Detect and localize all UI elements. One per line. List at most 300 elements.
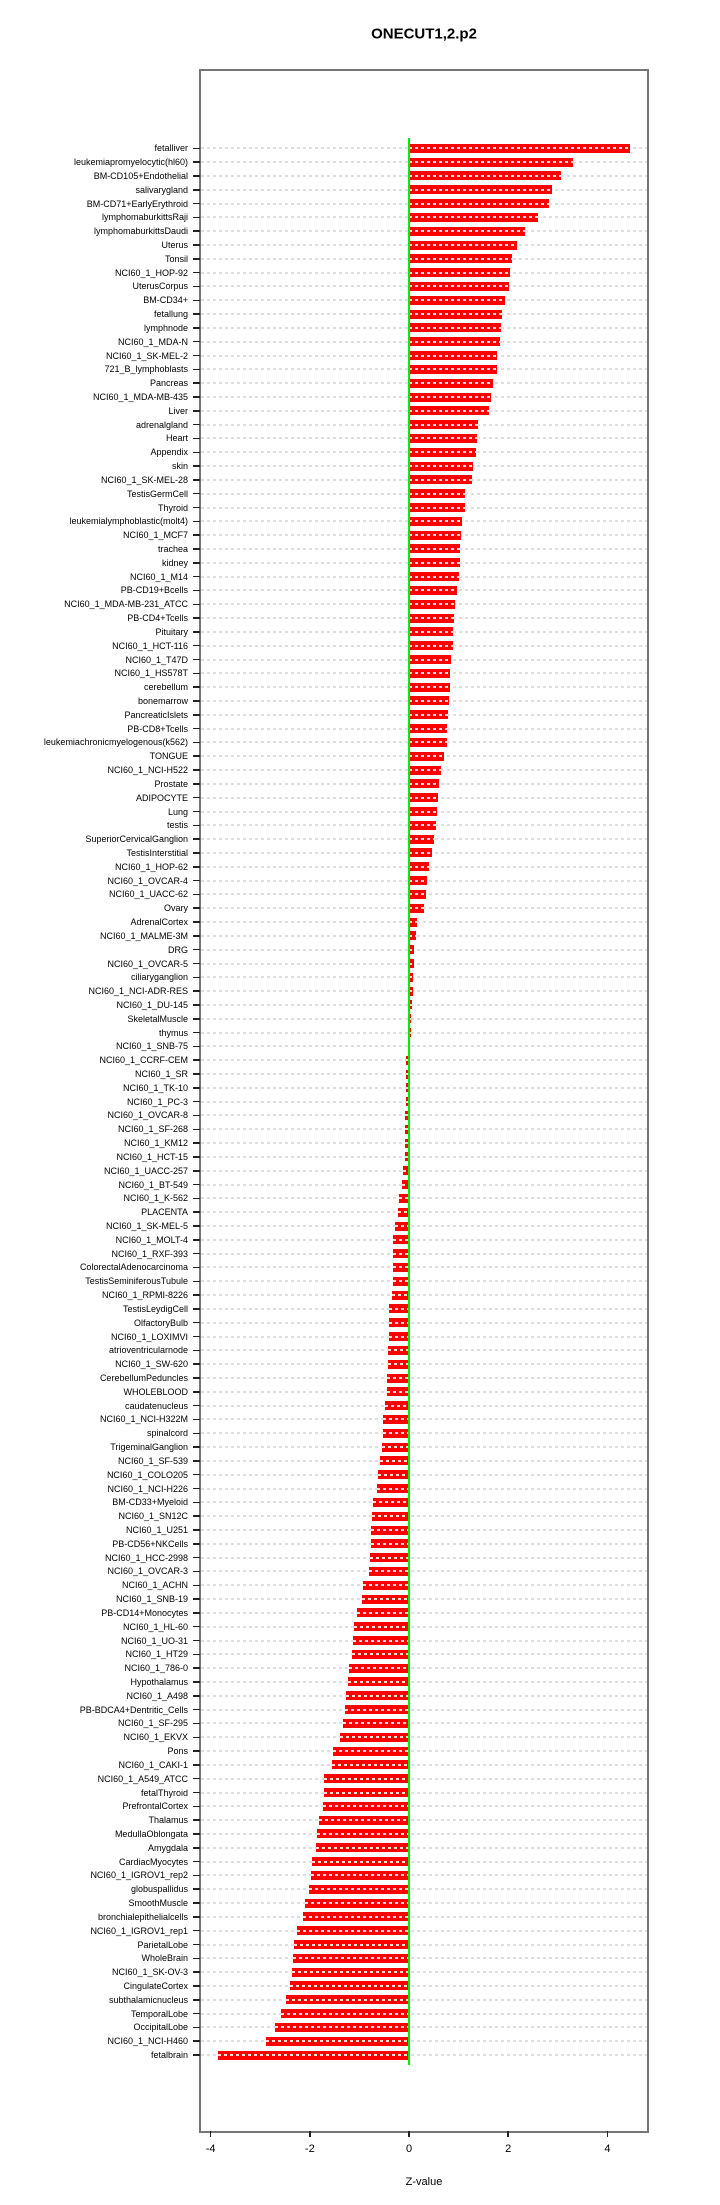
row-label: NCI60_1_CCRF-CEM bbox=[99, 1055, 188, 1066]
row-label: Tonsil bbox=[164, 253, 188, 264]
bar bbox=[409, 586, 457, 595]
y-tick bbox=[193, 963, 200, 965]
row-label: bonemarrow bbox=[137, 695, 188, 706]
y-tick bbox=[193, 313, 200, 315]
bar-grid-overlay bbox=[303, 1916, 409, 1918]
bar-grid-overlay bbox=[370, 1557, 409, 1559]
bar bbox=[377, 1484, 409, 1493]
row-label: ciliaryganglion bbox=[130, 972, 188, 983]
bar bbox=[387, 1387, 409, 1396]
y-tick bbox=[193, 1446, 200, 1448]
bar bbox=[393, 1277, 409, 1286]
row-label: PrefrontalCortex bbox=[122, 1801, 188, 1812]
gridline bbox=[201, 1874, 647, 1876]
gridline bbox=[201, 1322, 647, 1324]
row-label: caudatenucleus bbox=[124, 1400, 188, 1411]
y-tick bbox=[193, 1958, 200, 1960]
row-label: Thalamus bbox=[148, 1815, 188, 1826]
gridline bbox=[201, 1515, 647, 1517]
gridline bbox=[201, 1861, 647, 1863]
y-tick bbox=[193, 990, 200, 992]
y-tick bbox=[193, 742, 200, 744]
bar bbox=[409, 310, 502, 319]
gridline bbox=[201, 1529, 647, 1531]
bar-grid-overlay bbox=[393, 1266, 409, 1268]
y-tick bbox=[193, 1971, 200, 1973]
row-label: Hypothalamus bbox=[130, 1676, 188, 1687]
bar-grid-overlay bbox=[409, 147, 630, 149]
bar bbox=[409, 655, 451, 664]
bar-grid-overlay bbox=[409, 382, 493, 384]
row-label: NCI60_1_RPMI-8226 bbox=[101, 1290, 188, 1301]
bar-grid-overlay bbox=[409, 203, 549, 205]
bar bbox=[312, 1857, 409, 1866]
y-tick bbox=[193, 1281, 200, 1283]
bar-grid-overlay bbox=[409, 285, 509, 287]
gridline bbox=[201, 921, 647, 923]
bar-grid-overlay bbox=[385, 1405, 409, 1407]
bar-grid-overlay bbox=[323, 1805, 409, 1807]
row-label: cerebellum bbox=[143, 682, 188, 693]
bar bbox=[409, 517, 462, 526]
bar-grid-overlay bbox=[409, 244, 517, 246]
bar bbox=[409, 724, 447, 733]
bar bbox=[409, 448, 476, 457]
bar-grid-overlay bbox=[345, 1709, 409, 1711]
y-tick bbox=[193, 1059, 200, 1061]
y-tick bbox=[193, 894, 200, 896]
y-tick bbox=[193, 493, 200, 495]
bar-grid-overlay bbox=[388, 1349, 409, 1351]
row-label: NCI60_1_A549_ATCC bbox=[97, 1773, 188, 1784]
bar bbox=[409, 848, 432, 857]
gridline bbox=[201, 1957, 647, 1959]
y-tick bbox=[193, 1184, 200, 1186]
bar-grid-overlay bbox=[409, 935, 416, 937]
bar bbox=[290, 1981, 409, 1990]
bar bbox=[393, 1249, 409, 1258]
gridline bbox=[201, 1584, 647, 1586]
bar bbox=[297, 1926, 409, 1935]
bar-grid-overlay bbox=[409, 921, 417, 923]
y-tick bbox=[193, 852, 200, 854]
bar-grid-overlay bbox=[409, 838, 434, 840]
gridline bbox=[201, 1640, 647, 1642]
bar bbox=[409, 420, 478, 429]
bar bbox=[409, 558, 460, 567]
y-tick bbox=[193, 700, 200, 702]
y-tick bbox=[193, 148, 200, 150]
y-tick bbox=[193, 1502, 200, 1504]
bar-grid-overlay bbox=[409, 479, 472, 481]
gridline bbox=[201, 1405, 647, 1407]
gridline bbox=[201, 1211, 647, 1213]
bar-grid-overlay bbox=[409, 672, 450, 674]
bar bbox=[332, 1760, 409, 1769]
gridline bbox=[201, 990, 647, 992]
bar bbox=[409, 379, 493, 388]
row-label: 721_B_lymphoblasts bbox=[104, 364, 188, 375]
gridline bbox=[201, 1764, 647, 1766]
bar-grid-overlay bbox=[409, 230, 525, 232]
bar bbox=[292, 1968, 409, 1977]
row-label: bronchialepithelialcells bbox=[97, 1911, 188, 1922]
bar-grid-overlay bbox=[281, 2013, 409, 2015]
gridline bbox=[201, 1045, 647, 1047]
row-label: WHOLEBLOOD bbox=[123, 1386, 188, 1397]
gridline bbox=[201, 949, 647, 951]
bar-grid-overlay bbox=[393, 1280, 409, 1282]
y-tick bbox=[193, 1018, 200, 1020]
y-tick bbox=[193, 189, 200, 191]
bar bbox=[293, 1954, 409, 1963]
bar bbox=[409, 434, 477, 443]
y-tick bbox=[193, 1322, 200, 1324]
bar bbox=[389, 1332, 409, 1341]
y-tick bbox=[193, 1888, 200, 1890]
row-label: fetalThyroid bbox=[140, 1787, 188, 1798]
bar bbox=[409, 918, 417, 927]
gridline bbox=[201, 963, 647, 965]
bar-grid-overlay bbox=[319, 1819, 409, 1821]
y-tick bbox=[193, 521, 200, 523]
bar-grid-overlay bbox=[409, 507, 465, 509]
bar bbox=[409, 241, 517, 250]
y-tick bbox=[193, 1778, 200, 1780]
gridline bbox=[201, 1570, 647, 1572]
y-tick bbox=[193, 1764, 200, 1766]
y-tick bbox=[193, 1640, 200, 1642]
bar-grid-overlay bbox=[409, 659, 451, 661]
gridline bbox=[201, 1819, 647, 1821]
bar bbox=[409, 544, 460, 553]
row-label: TONGUE bbox=[149, 751, 188, 762]
row-label: ParietalLobe bbox=[137, 1939, 188, 1950]
bar-grid-overlay bbox=[332, 1764, 409, 1766]
bar bbox=[409, 931, 416, 940]
row-label: DRG bbox=[168, 944, 188, 955]
row-label: NCI60_1_BT-549 bbox=[118, 1179, 188, 1190]
gridline bbox=[201, 1336, 647, 1338]
y-tick bbox=[193, 1142, 200, 1144]
bar bbox=[409, 876, 427, 885]
x-tick bbox=[210, 2131, 212, 2137]
y-tick bbox=[193, 2013, 200, 2015]
y-tick bbox=[193, 161, 200, 163]
bar bbox=[281, 2009, 409, 2018]
row-label: fetalliver bbox=[154, 143, 188, 154]
bar-grid-overlay bbox=[409, 313, 502, 315]
row-label: TestisGermCell bbox=[126, 488, 188, 499]
bar bbox=[266, 2037, 409, 2046]
row-label: NCI60_1_OVCAR-8 bbox=[107, 1110, 188, 1121]
row-label: lymphnode bbox=[143, 322, 188, 333]
y-tick bbox=[193, 797, 200, 799]
x-tick bbox=[507, 2131, 509, 2137]
bar bbox=[346, 1691, 409, 1700]
y-tick bbox=[193, 548, 200, 550]
bar bbox=[409, 835, 434, 844]
gridline bbox=[201, 1474, 647, 1476]
row-label: PB-CD56+NKCells bbox=[112, 1538, 188, 1549]
y-tick bbox=[193, 438, 200, 440]
row-label: Appendix bbox=[150, 447, 188, 458]
bar-grid-overlay bbox=[409, 548, 460, 550]
bar bbox=[345, 1705, 409, 1714]
y-tick bbox=[193, 617, 200, 619]
gridline bbox=[201, 1197, 647, 1199]
y-tick bbox=[193, 1308, 200, 1310]
bar-grid-overlay bbox=[346, 1695, 409, 1697]
row-label: PB-CD14+Monocytes bbox=[101, 1607, 188, 1618]
row-label: UterusCorpus bbox=[132, 281, 188, 292]
x-tick bbox=[607, 2131, 609, 2137]
bar-grid-overlay bbox=[395, 1225, 409, 1227]
gridline bbox=[201, 1225, 647, 1227]
gridline bbox=[201, 1377, 647, 1379]
gridline bbox=[201, 1557, 647, 1559]
row-label: NCI60_1_OVCAR-3 bbox=[107, 1566, 188, 1577]
y-tick bbox=[193, 1930, 200, 1932]
bar bbox=[409, 158, 573, 167]
gridline bbox=[201, 1460, 647, 1462]
bar-grid-overlay bbox=[388, 1363, 409, 1365]
gridline bbox=[201, 907, 647, 909]
bar bbox=[378, 1470, 409, 1479]
y-tick bbox=[193, 424, 200, 426]
gridline bbox=[201, 1184, 647, 1186]
y-tick bbox=[193, 1350, 200, 1352]
y-tick bbox=[193, 1156, 200, 1158]
row-label: NCI60_1_HOP-62 bbox=[114, 861, 188, 872]
x-tick-label: -2 bbox=[304, 2143, 315, 2155]
bar-grid-overlay bbox=[392, 1294, 409, 1296]
y-tick bbox=[193, 645, 200, 647]
y-tick bbox=[193, 1336, 200, 1338]
gridline bbox=[201, 1018, 647, 1020]
bar-grid-overlay bbox=[275, 2026, 409, 2028]
bar bbox=[357, 1608, 409, 1617]
bar bbox=[371, 1526, 409, 1535]
bar-grid-overlay bbox=[409, 907, 424, 909]
gridline bbox=[201, 1391, 647, 1393]
y-tick bbox=[193, 977, 200, 979]
bar-grid-overlay bbox=[292, 1971, 409, 1973]
bar-grid-overlay bbox=[409, 437, 477, 439]
bar-grid-overlay bbox=[409, 728, 447, 730]
y-tick bbox=[193, 949, 200, 951]
bar bbox=[348, 1677, 409, 1686]
row-label: lymphomaburkittsDaudi bbox=[93, 226, 188, 237]
bar-grid-overlay bbox=[409, 783, 439, 785]
y-tick bbox=[193, 1667, 200, 1669]
y-tick bbox=[193, 230, 200, 232]
bar-grid-overlay bbox=[373, 1501, 409, 1503]
gridline bbox=[201, 1253, 647, 1255]
row-label: NCI60_1_MOLT-4 bbox=[115, 1234, 188, 1245]
gridline bbox=[201, 1902, 647, 1904]
row-label: CerebellumPeduncles bbox=[99, 1373, 188, 1383]
bar bbox=[409, 807, 437, 816]
bar bbox=[409, 669, 450, 678]
row-label: NCI60_1_A498 bbox=[126, 1690, 188, 1701]
row-label: thymus bbox=[158, 1027, 188, 1038]
bar-grid-overlay bbox=[357, 1612, 409, 1614]
bar-grid-overlay bbox=[409, 410, 489, 412]
gridline bbox=[201, 1888, 647, 1890]
bar bbox=[382, 1443, 409, 1452]
y-tick bbox=[193, 1004, 200, 1006]
bar-grid-overlay bbox=[409, 589, 457, 591]
gridline bbox=[201, 1985, 647, 1987]
y-tick bbox=[193, 1847, 200, 1849]
y-tick bbox=[193, 866, 200, 868]
bar-grid-overlay bbox=[372, 1515, 409, 1517]
row-label: NCI60_1_ACHN bbox=[121, 1580, 188, 1591]
bar bbox=[311, 1871, 409, 1880]
y-tick bbox=[193, 907, 200, 909]
row-label: NCI60_1_KM12 bbox=[123, 1138, 188, 1149]
bar bbox=[409, 627, 453, 636]
y-tick bbox=[193, 1433, 200, 1435]
y-tick bbox=[193, 1709, 200, 1711]
row-label: kidney bbox=[161, 557, 188, 568]
y-tick bbox=[193, 1391, 200, 1393]
bar-grid-overlay bbox=[369, 1570, 409, 1572]
bar-grid-overlay bbox=[286, 1999, 409, 2001]
bar-grid-overlay bbox=[409, 175, 561, 177]
bar-grid-overlay bbox=[409, 645, 453, 647]
bar bbox=[323, 1802, 409, 1811]
bar-grid-overlay bbox=[409, 852, 432, 854]
bar bbox=[409, 890, 426, 899]
bar-grid-overlay bbox=[409, 893, 426, 895]
y-tick bbox=[193, 811, 200, 813]
y-tick bbox=[193, 300, 200, 302]
bar bbox=[354, 1622, 409, 1631]
row-label: NCI60_1_UACC-257 bbox=[103, 1165, 188, 1176]
gridline bbox=[201, 1792, 647, 1794]
bar-grid-overlay bbox=[371, 1543, 409, 1545]
row-label: NCI60_1_IGROV1_rep2 bbox=[90, 1870, 188, 1881]
bar bbox=[389, 1318, 409, 1327]
bar bbox=[383, 1415, 409, 1424]
bar-grid-overlay bbox=[393, 1239, 409, 1241]
y-tick bbox=[193, 244, 200, 246]
y-tick bbox=[193, 1267, 200, 1269]
y-tick bbox=[193, 1087, 200, 1089]
gridline bbox=[201, 1446, 647, 1448]
x-axis-title: Z-value bbox=[405, 2176, 443, 2188]
row-label: Pituitary bbox=[155, 626, 188, 637]
bar-grid-overlay bbox=[409, 258, 512, 260]
y-tick bbox=[193, 1515, 200, 1517]
bar-grid-overlay bbox=[266, 2040, 409, 2042]
y-tick bbox=[193, 1875, 200, 1877]
bar-grid-overlay bbox=[324, 1792, 409, 1794]
y-tick bbox=[193, 382, 200, 384]
row-label: NCI60_1_MALME-3M bbox=[99, 930, 188, 941]
bar-grid-overlay bbox=[317, 1833, 409, 1835]
row-label: NCI60_1_HCC-2998 bbox=[104, 1552, 188, 1563]
y-tick bbox=[193, 1819, 200, 1821]
y-tick bbox=[193, 686, 200, 688]
y-tick bbox=[193, 369, 200, 371]
y-tick bbox=[193, 825, 200, 827]
row-label: testis bbox=[166, 820, 188, 831]
gridline bbox=[201, 1805, 647, 1807]
chart-title: ONECUT1,2.p2 bbox=[371, 25, 477, 43]
y-tick bbox=[193, 1557, 200, 1559]
y-tick bbox=[193, 714, 200, 716]
bar-grid-overlay bbox=[409, 866, 429, 868]
row-label: NCI60_1_NCI-ADR-RES bbox=[88, 986, 188, 997]
bar bbox=[319, 1816, 409, 1825]
row-label: NCI60_1_IGROV1_rep1 bbox=[90, 1925, 188, 1936]
bar bbox=[409, 462, 473, 471]
y-tick bbox=[193, 755, 200, 757]
gridline bbox=[201, 1266, 647, 1268]
row-label: leukemialymphoblastic(molt4) bbox=[69, 516, 188, 527]
row-label: NCI60_1_SK-MEL-2 bbox=[105, 350, 188, 361]
row-label: Liver bbox=[168, 405, 188, 416]
bar bbox=[370, 1553, 409, 1562]
bar-grid-overlay bbox=[409, 493, 465, 495]
y-tick bbox=[193, 175, 200, 177]
bar bbox=[409, 489, 465, 498]
row-label: OccipitalLobe bbox=[133, 2022, 188, 2033]
gridline bbox=[201, 1239, 647, 1241]
y-tick bbox=[193, 1170, 200, 1172]
row-label: NCI60_1_M14 bbox=[129, 571, 188, 582]
bar-grid-overlay bbox=[380, 1460, 409, 1462]
y-tick bbox=[193, 327, 200, 329]
y-tick bbox=[193, 1585, 200, 1587]
bar bbox=[409, 614, 454, 623]
row-label: MedullaOblongata bbox=[114, 1828, 188, 1839]
bar-grid-overlay bbox=[333, 1750, 409, 1752]
bar-grid-overlay bbox=[409, 161, 573, 163]
y-tick bbox=[193, 217, 200, 219]
y-tick bbox=[193, 1833, 200, 1835]
y-tick bbox=[193, 272, 200, 274]
gridline bbox=[201, 1667, 647, 1669]
y-tick bbox=[193, 1806, 200, 1808]
gridline bbox=[201, 1363, 647, 1365]
bar bbox=[380, 1456, 409, 1465]
y-tick bbox=[193, 1405, 200, 1407]
row-label: NCI60_1_COLO205 bbox=[106, 1469, 188, 1480]
bar bbox=[409, 337, 500, 346]
row-label: Pancreas bbox=[149, 378, 188, 389]
row-label: NCI60_1_HOP-92 bbox=[114, 267, 188, 278]
row-label: NCI60_1_HT29 bbox=[125, 1649, 188, 1660]
gridline bbox=[201, 1308, 647, 1310]
x-tick-label: 0 bbox=[405, 2143, 413, 2155]
row-label: NCI60_1_U251 bbox=[125, 1525, 188, 1535]
gridline bbox=[201, 1916, 647, 1918]
bar bbox=[409, 572, 459, 581]
bar bbox=[409, 282, 509, 291]
row-label: NCI60_1_T47D bbox=[125, 654, 188, 665]
gridline bbox=[201, 1294, 647, 1296]
bar-grid-overlay bbox=[297, 1930, 409, 1932]
bar bbox=[343, 1719, 409, 1728]
row-label: NCI60_1_SN12C bbox=[118, 1511, 188, 1522]
gridline bbox=[201, 1833, 647, 1835]
gridline bbox=[201, 1170, 647, 1172]
bar bbox=[409, 185, 552, 194]
